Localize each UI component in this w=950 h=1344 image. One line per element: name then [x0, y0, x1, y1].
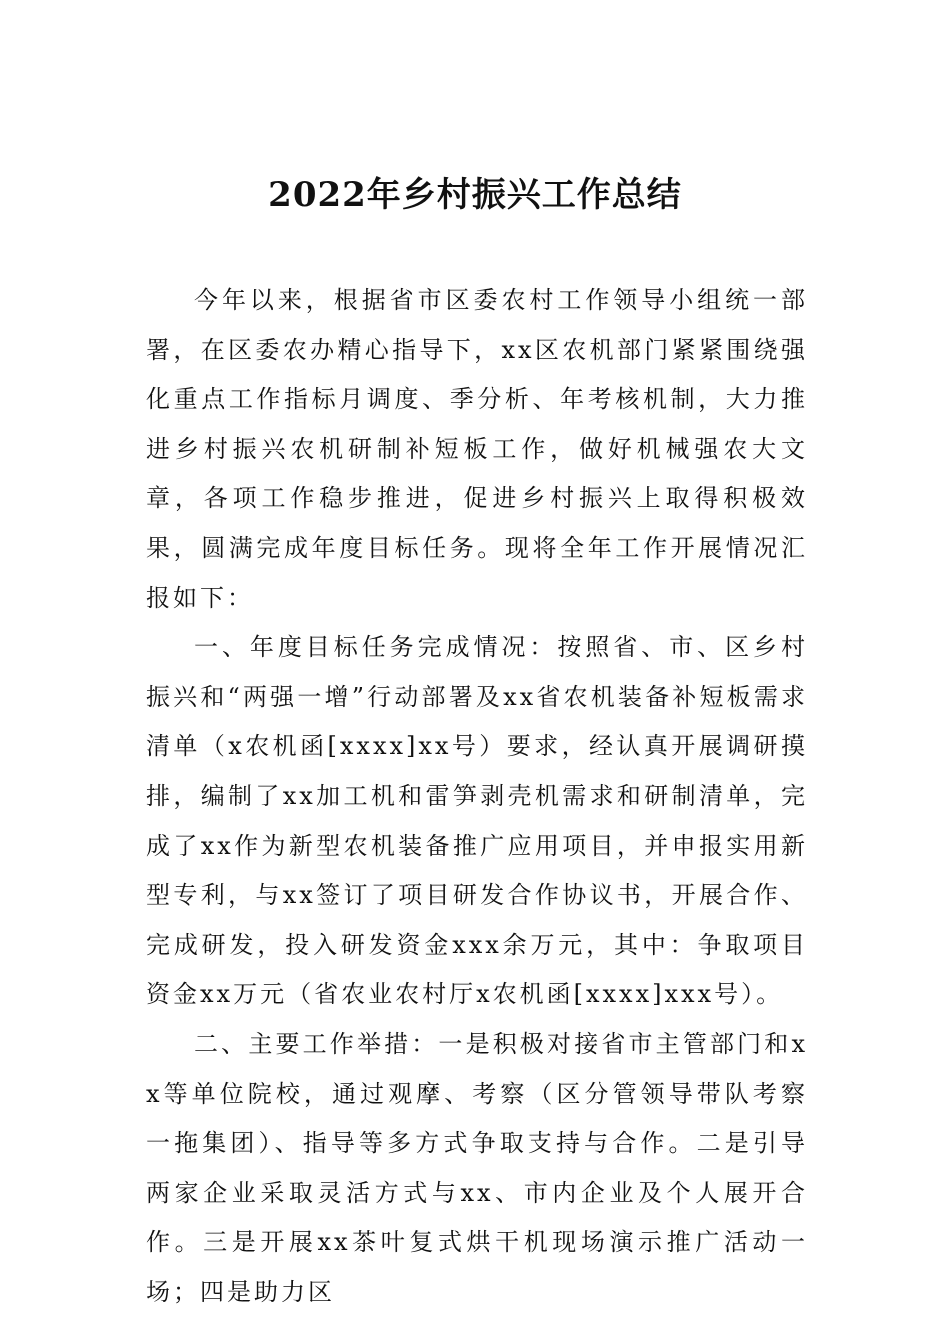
paragraph-section-1: 一、年度目标任务完成情况：按照省、市、区乡村振兴和“两强一增”行动部署及xx省农机装备补短板需求清单（x农机函[xxxx]xx号）要求，经认真开展调研摸排，编制了xx加工机和雷笋剥壳机需求和研制清单，完成了xx作为新型农机装备推广应用项目，并申报实用新型专利，与xx签订了项目研发合作协议书，开展合作、完成研发，投入研发资金xxx余万元，其中：争取项目资金xx万元（省农业农村厅x农机函[xxxx]xxx号）。 [146, 633, 808, 1009]
document-title: 2022年乡村振兴工作总结 [268, 175, 682, 215]
paragraph-section-2: 二、主要工作举措：一是积极对接省市主管部门和xx等单位院校，通过观摩、考察（区分管领导带队考察一拖集团）、指导等多方式争取支持与合作。二是引导两家企业采取灵活方式与xx、市内企业及个人展开合作。三是开展xx茶叶复式烘干机现场演示推广活动一场；四是助力区 [146, 1029, 808, 1306]
document-body [146, 276, 808, 1317]
paragraph-intro: 今年以来，根据省市区委农村工作领导小组统一部署，在区委农办精心指导下，xx区农机部门紧紧围绕强化重点工作指标月调度、季分析、年考核机制，大力推进乡村振兴农机研制补短板工作，做好机械强农大文章，各项工作稳步推进，促进乡村振兴上取得积极效果，圆满完成年度目标任务。现将全年工作开展情况汇报如下： [146, 286, 808, 612]
